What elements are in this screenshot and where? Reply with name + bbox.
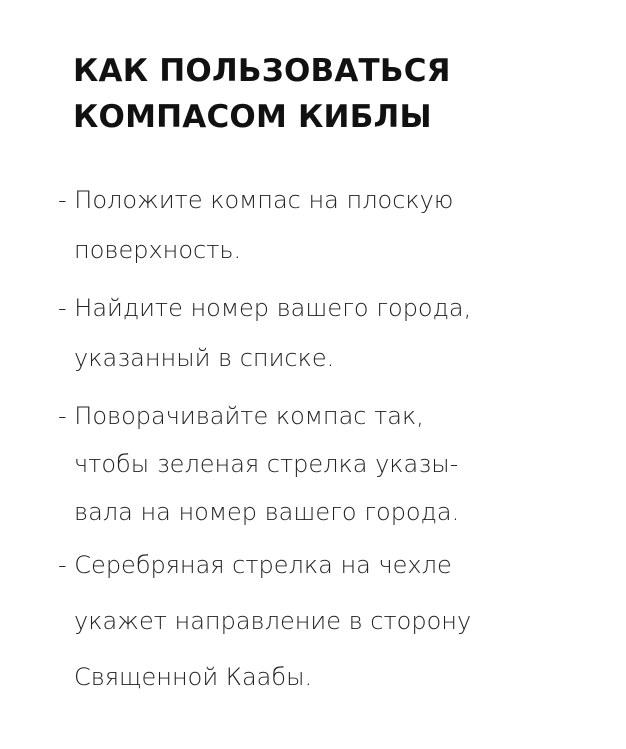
step-2-line-1: - Найдите номер вашего города, xyxy=(58,294,472,322)
instruction-step-3 xyxy=(58,392,618,536)
step-4-line-1: - Серебряная стрелка на чехле xyxy=(58,551,452,579)
instruction-step-2 xyxy=(58,283,618,383)
title-line-1: КАК ПОЛЬЗОВАТЬСЯ xyxy=(73,53,451,89)
step-3-line-3: вала на номер вашего города. xyxy=(74,498,460,526)
step-1-line-1: - Положите компас на плоскую xyxy=(58,186,454,214)
instruction-step-4 xyxy=(58,537,618,705)
page-title xyxy=(73,48,451,140)
step-3-line-2: чтобы зеленая стрелка указы- xyxy=(74,450,459,478)
step-2-line-2: указанный в списке. xyxy=(74,344,335,372)
title-line-2: КОМПАСОМ КИБЛЫ xyxy=(73,99,432,135)
step-3-line-1: - Поворачивайте компас так, xyxy=(58,402,424,430)
step-1-line-2: поверхность. xyxy=(74,236,242,264)
step-4-line-3: Священной Каабы. xyxy=(74,663,313,691)
step-4-line-2: укажет направление в сторону xyxy=(74,607,472,635)
instruction-step-1 xyxy=(58,175,618,275)
